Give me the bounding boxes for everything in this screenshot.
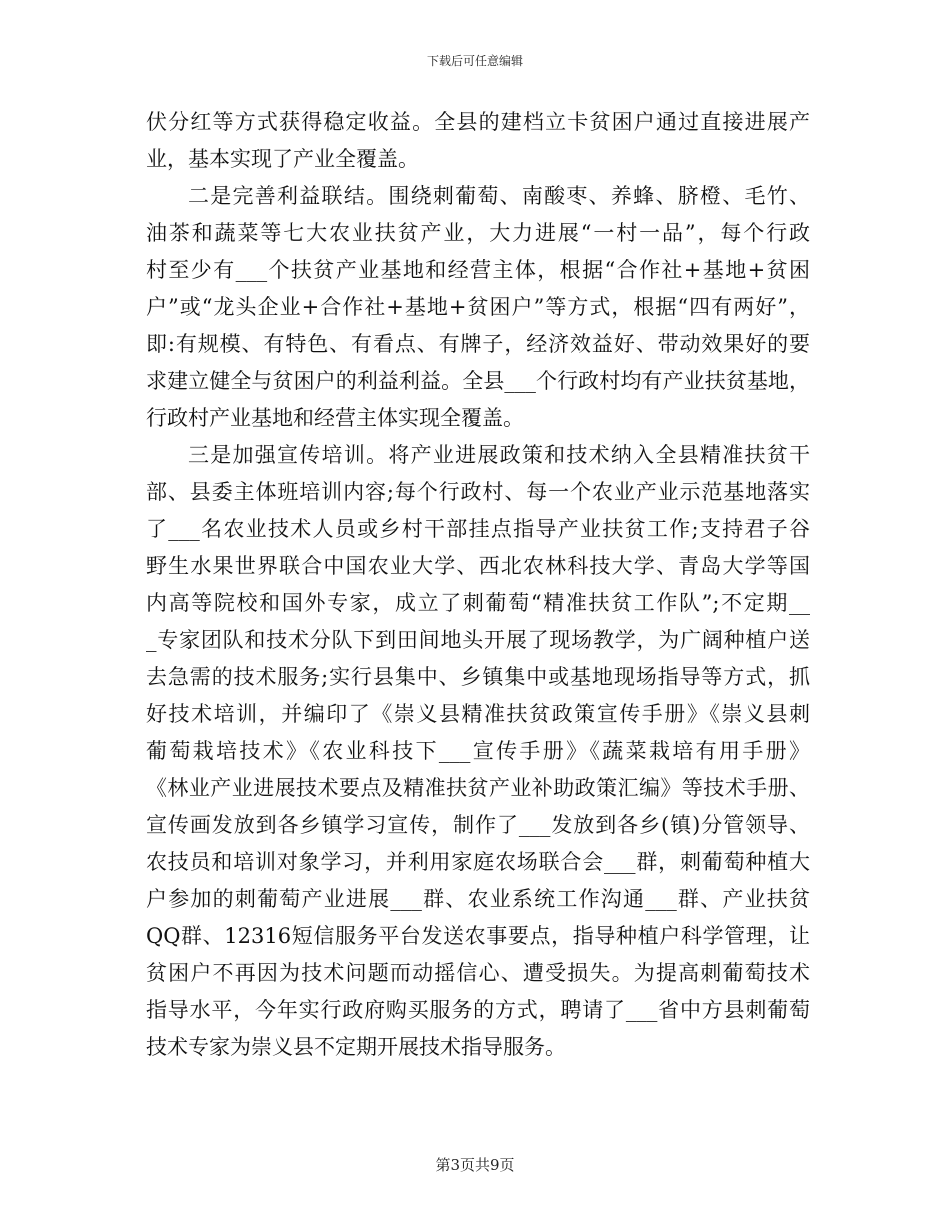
body-line: 内高等院校和国外专家，成立了刺葡萄“精准扶贫工作队”;不定期__ [146,591,810,615]
body-line: 油茶和蔬菜等七大农业扶贫产业，大力进展“一村一品”，每个行政 [146,221,810,245]
body-line: 即:有规模、有特色、有看点、有牌子，经济效益好、带动效果好的要 [146,332,810,356]
body-line: 好技术培训，并编印了《崇义县精准扶贫政策宣传手册》《崇义县刺 [146,702,810,726]
body-line: 宣传画发放到各乡镇学习宣传，制作了___发放到各乡(镇)分管领导、 [146,813,810,837]
body-line: 伏分红等方式获得稳定收益。全县的建档立卡贫困户通过直接进展产 [146,110,810,134]
paragraph-start-line: 三是加强宣传培训。将产业进展政策和技术纳入全县精准扶贫干 [188,443,810,467]
body-line: 村至少有___个扶贫产业基地和经营主体，根据“合作社+基地+贫困 [146,258,810,282]
body-line: _专家团队和技术分队下到田间地头开展了现场教学，为广阔种植户送 [146,628,810,652]
body-line: 部、县委主体班培训内容;每个行政村、每一个农业产业示范基地落实 [146,480,810,504]
body-line: 指导水平，今年实行政府购买服务的方式，聘请了___省中方县刺葡萄 [146,998,810,1022]
body-line: 葡萄栽培技术》《农业科技下___宣传手册》《蔬菜栽培有用手册》 [146,739,810,763]
body-line: 行政村产业基地和经营主体实现全覆盖。 [146,406,524,430]
document-body [146,104,810,1066]
body-line: 去急需的技术服务;实行县集中、乡镇集中或基地现场指导等方式，抓 [146,665,810,689]
body-line: 业，基本实现了产业全覆盖。 [146,147,419,171]
body-line: 农技员和培训对象学习，并利用家庭农场联合会___群，刺葡萄种植大 [146,850,810,874]
body-line: 技术专家为崇义县不定期开展技术指导服务。 [146,1035,566,1059]
body-line: 《林业产业进展技术要点及精准扶贫产业补助政策汇编》等技术手册、 [146,776,810,800]
body-line: 户”或“龙头企业+合作社+基地+贫困户”等方式，根据“四有两好”， [146,295,810,319]
page-number-footer: 第3页共9页 [435,1156,515,1174]
paragraph-start-line: 二是完善利益联结。围绕刺葡萄、南酸枣、养蜂、脐橙、毛竹、 [188,184,810,208]
body-line: 求建立健全与贫困户的利益利益。全县___个行政村均有产业扶贫基地， [146,369,810,393]
body-line: 户参加的刺葡萄产业进展___群、农业系统工作沟通___群、产业扶贫 [146,887,810,911]
body-line: 了___名农业技术人员或乡村干部挂点指导产业扶贫工作;支持君子谷 [146,517,810,541]
page-header: 下载后可任意编辑 [426,54,523,68]
body-line: 野生水果世界联合中国农业大学、西北农林科技大学、青岛大学等国 [146,554,810,578]
body-line: QQ群、12316短信服务平台发送农事要点，指导种植户科学管理，让 [146,924,810,948]
body-line: 贫困户不再因为技术问题而动摇信心、遭受损失。为提高刺葡萄技术 [146,961,810,985]
